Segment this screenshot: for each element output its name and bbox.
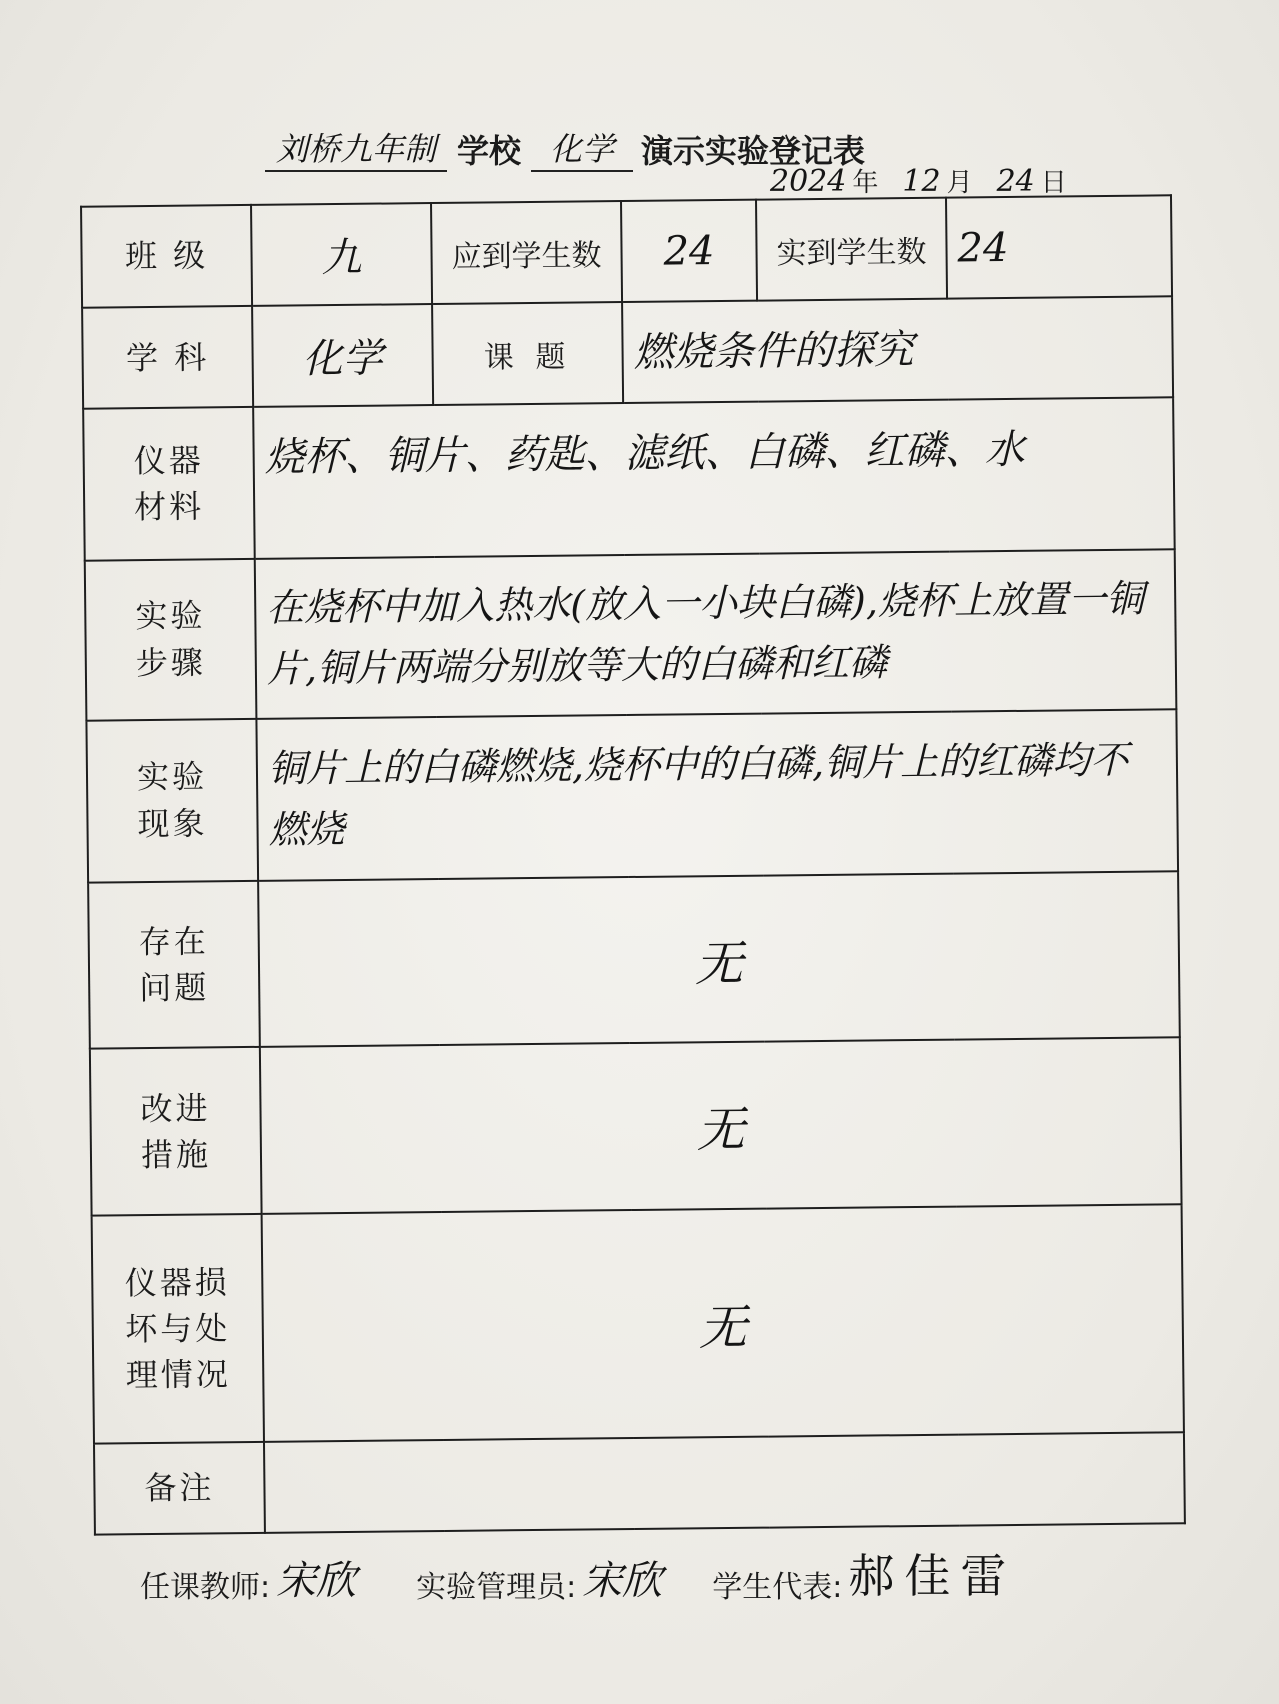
date-year: 2024 <box>770 164 847 199</box>
damage-label <box>92 1214 264 1443</box>
improvements-label <box>90 1047 262 1216</box>
date-year-unit: 年 <box>852 168 879 198</box>
table-row <box>82 296 1173 409</box>
phenomena-label <box>86 719 258 883</box>
teacher-label: 任课教师: <box>140 1570 271 1605</box>
signature-row <box>140 1540 1180 1606</box>
student-signature <box>712 1540 1016 1606</box>
table-row <box>88 871 1180 1049</box>
steps-label-text: 实验步骤 <box>135 596 207 683</box>
experiment-table <box>80 194 1186 1535</box>
title-suffix: 演示实验登记表 <box>641 132 866 170</box>
problems-label <box>88 880 260 1049</box>
problems-value: 无 <box>258 871 1180 1047</box>
school-suffix: 学校 <box>457 132 522 170</box>
table-row <box>86 709 1178 882</box>
table-row <box>94 1432 1185 1535</box>
topic-label: 课 题 <box>432 302 623 405</box>
table-row <box>90 1038 1182 1216</box>
damage-label-text: 仪器损坏与处理情况 <box>124 1262 231 1395</box>
admin-label: 实验管理员: <box>416 1570 577 1605</box>
table-row <box>92 1205 1184 1444</box>
table-row <box>83 398 1175 561</box>
materials-value: 烧杯、铜片、药匙、滤纸、白磷、红磷、水 <box>253 398 1175 559</box>
damage-value: 无 <box>262 1205 1184 1442</box>
student-label: 学生代表: <box>712 1570 843 1605</box>
date-month-unit: 月 <box>946 168 973 198</box>
materials-label-text: 仪器材料 <box>133 441 205 527</box>
subject-label: 学 科 <box>82 306 253 409</box>
subject-value: 化学 <box>252 304 433 407</box>
steps-value: 在烧杯中加入热水(放入一小块白磷),烧杯上放置一铜片,铜片两端分别放等大的白磷和红磷 <box>255 549 1177 718</box>
steps-label <box>85 559 257 721</box>
subject-field: 化学 <box>531 124 633 172</box>
topic-value: 燃烧条件的探究 <box>622 296 1173 403</box>
teacher-signature <box>140 1549 356 1606</box>
expected-value: 24 <box>621 200 757 303</box>
date-line <box>770 162 1067 199</box>
actual-value: 24 <box>946 195 1172 298</box>
remarks-label: 备注 <box>94 1442 265 1535</box>
table-row <box>81 195 1172 308</box>
class-value: 九 <box>251 203 432 306</box>
phenomena-label-text: 实验现象 <box>136 757 208 843</box>
table-row <box>85 549 1177 720</box>
admin-value: 宋欣 <box>582 1558 663 1604</box>
class-label: 班 级 <box>81 205 252 308</box>
actual-label: 实到学生数 <box>756 198 947 301</box>
teacher-value: 宋欣 <box>276 1558 357 1604</box>
date-day-unit: 日 <box>1040 168 1067 198</box>
date-month: 12 <box>902 164 941 199</box>
remarks-value <box>264 1432 1185 1533</box>
expected-label: 应到学生数 <box>431 201 622 304</box>
improvements-label-text: 改进措施 <box>140 1088 212 1175</box>
phenomena-value: 铜片上的白磷燃烧,烧杯中的白磷,铜片上的红磷均不燃烧 <box>256 709 1178 880</box>
problems-label-text: 存在问题 <box>138 922 210 1008</box>
improvements-value: 无 <box>260 1038 1182 1215</box>
admin-signature <box>416 1549 662 1606</box>
student-value: 郝佳雷 <box>848 1549 1017 1603</box>
materials-label <box>83 407 255 560</box>
school-name-field: 刘桥九年制 <box>265 124 447 172</box>
date-day: 24 <box>996 164 1035 199</box>
